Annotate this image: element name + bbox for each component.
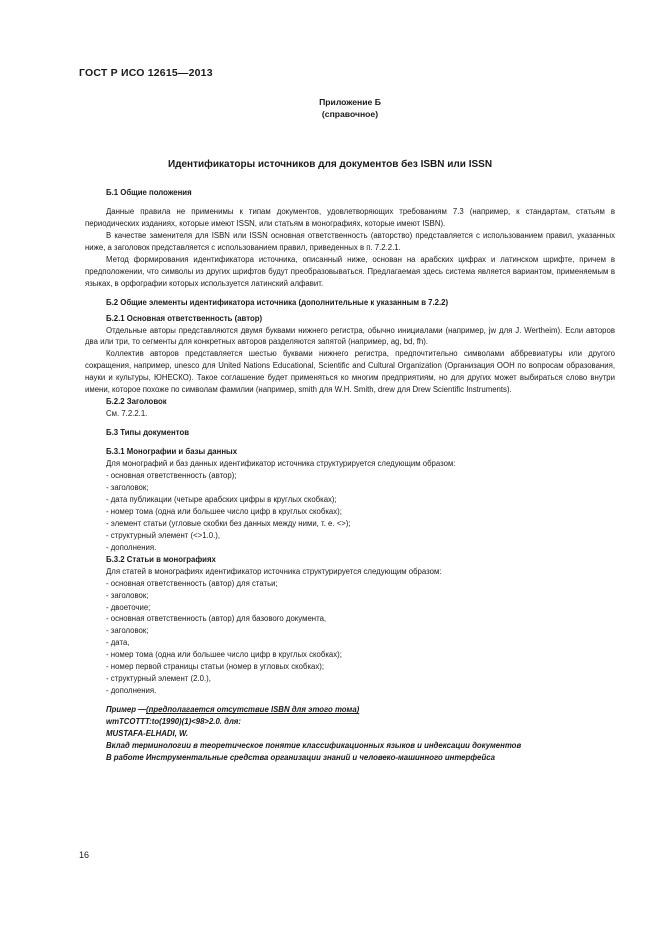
list-item: - номер первой страницы статьи (номер в угловых скобках); (106, 662, 325, 672)
paragraph: Коллектив авторов представляется шестью буквами нижнего регистра, предпочтительно символами аббревиатуры или другого сокращения, например, unesco для United Nations Educational, Scientific and Cultural Organization (Организация ООН по вопросам образования, науки и культуры, ЮНЕСКО). Такое соглашение будет применяться ко многим предприятиям, но для других может выбираться слово внутри имени, которое похоже по символам фамилии (например, smith для W.H. Smith, drew для Drew Scientific Instruments). (85, 349, 615, 395)
list-item: - дополнения. (106, 542, 157, 552)
list-item: - заголовок; (106, 482, 149, 492)
subsection-heading: Б.3.2 Статьи в монографиях (106, 554, 216, 564)
subsection-heading: Б.2.1 Основная ответственность (автор) (106, 313, 263, 323)
example-line: Вклад терминологии в теоретическое понятие классификационных языков и индексации документов (106, 740, 522, 750)
paragraph: Метод формирования идентификатора источника, описанный ниже, основан на арабских цифрах и латинском шрифте, причем в предположении, что символы из других шрифтов будут преобразовываться. Предлагаемая здесь система является вариантом, применяемым в языках, в орфографии которых используется латинский алфавит. (85, 254, 615, 288)
list-item: - основная ответственность (автор) для базового документа, (106, 614, 327, 624)
section-heading: Б.1 Общие положения (106, 188, 192, 197)
list-item: - заголовок; (106, 590, 149, 600)
subsection-heading: Б.2.2 Заголовок (106, 397, 167, 407)
example-note: (предполагается отсутствие ISBN для этого тома) (145, 705, 360, 715)
paragraph: Для монографий и баз данных идентификатор источника структурируется следующим образом: (106, 459, 456, 469)
paragraph: См. 7.2.2.1. (106, 409, 148, 419)
list-item: - номер тома (одна или большее число цифр в круглых скобках); (106, 506, 342, 516)
list-articles (85, 578, 615, 698)
section-heading: Б.3 Типы документов (106, 428, 189, 438)
list-item: - двоеточие; (106, 602, 151, 612)
example-heading (85, 704, 615, 716)
list-monographs (85, 470, 615, 554)
section-heading: Б.2 Общие элементы идентификатора источника (дополнительные к указанным в 7.2.2) (106, 297, 449, 307)
example-code: wmTCOTTT:to(1990)(1)<98>2.0. для: (106, 717, 241, 727)
example-author: MUSTAFA-ELHADI, W. (106, 729, 188, 739)
list-item: - элемент статьи (угловые скобки без данных между ними, т. е. <>); (106, 518, 351, 528)
list-item: - номер тома (одна или большее число цифр в круглых скобках); (106, 650, 342, 660)
document-body (85, 187, 615, 764)
list-item: - основная ответственность (автор) для статьи; (106, 578, 278, 588)
annex-title: Идентификаторы источников для документов без ISBN или ISSN (167, 159, 493, 170)
paragraph: Для статей в монографиях идентификатор источника структурируется следующим образом: (106, 566, 442, 576)
subsection-heading: Б.3.1 Монографии и базы данных (106, 447, 238, 457)
example-line: В работе Инструментальные средства организации знаний и человеко-машинного интерфейса (106, 752, 495, 762)
paragraph: Отдельные авторы представляются двумя буквами нижнего регистра, обычно инициалами (например, jw для J. Wertheim). Если авторов два или три, то сегменты для конкретных авторов разделяются запятой (например, ag, bd, fh). (85, 325, 615, 347)
list-item: - основная ответственность (автор); (106, 471, 237, 481)
list-item: - дата публикации (четыре арабских цифры в круглых скобках); (106, 494, 337, 504)
annex-label: Приложение Б (319, 97, 381, 107)
list-item: - заголовок; (106, 626, 149, 636)
page-number: 16 (79, 850, 90, 860)
list-item: - дата, (106, 638, 130, 648)
paragraph: Данные правила не применимы к типам документов, удовлетворяющих требованиям 7.3 (например, к стандартам, статьям в периодических изданиях, которые имеют ISSN, или статьям в монографиях, которые имеют ISBN). (85, 206, 615, 228)
paragraph: В качестве заменителя для ISBN или ISSN основная ответственность (авторство) представляется с использованием правил, указанных ниже, а заголовок представляется с использованием правил, приведенных в п. 7.2.2.1. (85, 230, 615, 252)
list-item: - структурный элемент (2.0.), (106, 674, 211, 684)
annex-type: (справочное) (321, 109, 379, 119)
example-label: Пример — (106, 705, 146, 715)
list-item: - дополнения. (106, 686, 157, 696)
list-item: - структурный элемент (<>1.0.), (106, 530, 221, 540)
standard-designation: ГОСТ Р ИСО 12615—2013 (79, 67, 213, 79)
